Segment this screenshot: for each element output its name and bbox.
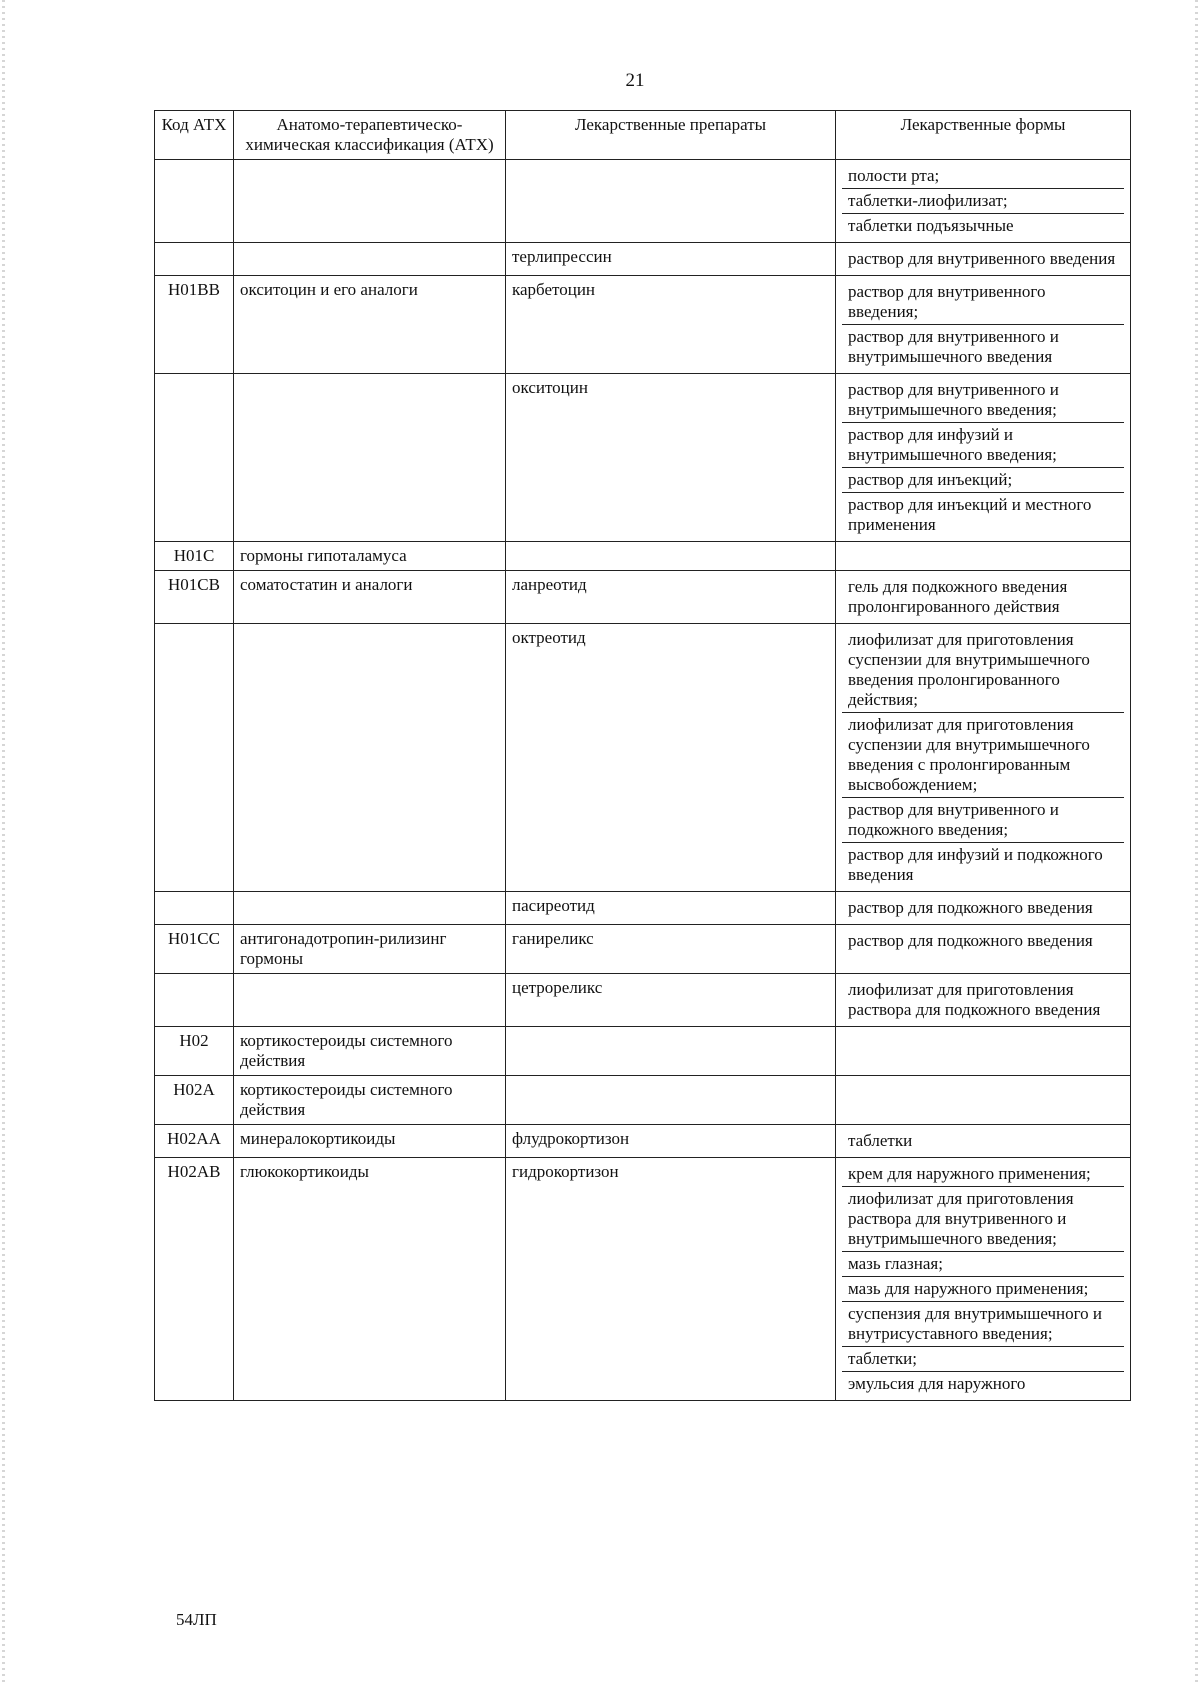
dosage-form-item: раствор для подкожного введения <box>848 931 1093 950</box>
atx-code-cell: H01CB <box>155 571 234 624</box>
classification-cell: антигонадотропин-рилизинг гормоны <box>234 925 506 974</box>
forms-cell <box>836 374 1131 542</box>
drug-cell: окситоцин <box>506 374 836 542</box>
classification-cell: глюкокортикоиды <box>234 1158 506 1401</box>
drug-cell: пасиреотид <box>506 892 836 925</box>
dosage-form-item: таблетки подъязычные <box>848 216 1014 235</box>
dosage-form-item: раствор для внутривенного введения <box>848 249 1116 268</box>
table-row <box>155 1027 1131 1076</box>
dosage-form-item: гель для подкожного введения пролонгированного действия <box>848 577 1068 616</box>
table-row <box>155 243 1131 276</box>
forms-cell <box>836 892 1131 925</box>
dosage-form-item: полости рта; <box>842 164 1124 189</box>
atx-code-cell: H02AA <box>155 1125 234 1158</box>
footer-code: 54ЛП <box>176 1610 217 1629</box>
dosage-form-item: раствор для инфузий и внутримышечного введения; <box>842 423 1124 468</box>
header-forms: Лекарственные формы <box>836 111 1131 160</box>
table-row <box>155 974 1131 1027</box>
drug-cell: октреотид <box>506 624 836 892</box>
dosage-form-item: раствор для внутривенного и подкожного введения; <box>842 798 1124 843</box>
drug-cell: карбетоцин <box>506 276 836 374</box>
scan-edge-left <box>2 0 5 1686</box>
classification-cell <box>234 160 506 243</box>
drug-cell: флудрокортизон <box>506 1125 836 1158</box>
dosage-form-item: лиофилизат для приготовления суспензии для внутримышечного введения с пролонгированным высвобождением; <box>842 713 1124 798</box>
dosage-form-item: эмульсия для наружного <box>848 1374 1026 1393</box>
classification-cell: гормоны гипоталамуса <box>234 542 506 571</box>
forms-cell <box>836 571 1131 624</box>
dosage-form-item: лиофилизат для приготовления раствора для подкожного введения <box>848 980 1101 1019</box>
classification-cell <box>234 243 506 276</box>
table-row <box>155 1158 1131 1401</box>
classification-cell: кортикостероиды системного действия <box>234 1027 506 1076</box>
table-row <box>155 892 1131 925</box>
drug-cell: гидрокортизон <box>506 1158 836 1401</box>
atx-code-cell: H02AB <box>155 1158 234 1401</box>
dosage-form-item: раствор для инфузий и подкожного введения <box>848 845 1103 884</box>
table-row <box>155 374 1131 542</box>
dosage-form-item: раствор для внутривенного и внутримышечного введения <box>848 327 1059 366</box>
table-row <box>155 1125 1131 1158</box>
table-row <box>155 1076 1131 1125</box>
forms-cell <box>836 1076 1131 1125</box>
forms-cell <box>836 624 1131 892</box>
drug-cell <box>506 160 836 243</box>
forms-cell <box>836 160 1131 243</box>
drug-cell: ланреотид <box>506 571 836 624</box>
drug-cell: цетрореликс <box>506 974 836 1027</box>
table-body <box>155 160 1131 1401</box>
atx-code-cell: H01CC <box>155 925 234 974</box>
table-header-row <box>155 111 1131 160</box>
forms-cell <box>836 974 1131 1027</box>
header-code: Код АТХ <box>155 111 234 160</box>
atx-code-cell <box>155 974 234 1027</box>
atx-code-cell <box>155 892 234 925</box>
dosage-form-item: суспензия для внутримышечного и внутрисуставного введения; <box>842 1302 1124 1347</box>
atx-code-cell <box>155 160 234 243</box>
dosage-form-item: лиофилизат для приготовления суспензии для внутримышечного введения пролонгированного действия; <box>842 628 1124 713</box>
table-row <box>155 160 1131 243</box>
atx-code-cell: H02A <box>155 1076 234 1125</box>
dosage-form-item: раствор для внутривенного и внутримышечного введения; <box>842 378 1124 423</box>
atx-table <box>154 110 1131 1401</box>
forms-cell <box>836 925 1131 974</box>
drug-cell <box>506 1076 836 1125</box>
atx-code-cell: H02 <box>155 1027 234 1076</box>
atx-code-cell: H01C <box>155 542 234 571</box>
table-row <box>155 925 1131 974</box>
dosage-form-item: мазь глазная; <box>842 1252 1124 1277</box>
atx-code-cell <box>155 624 234 892</box>
classification-cell: окситоцин и его аналоги <box>234 276 506 374</box>
drug-cell: терлипрессин <box>506 243 836 276</box>
dosage-form-item: раствор для подкожного введения <box>848 898 1093 917</box>
atx-code-cell <box>155 374 234 542</box>
classification-cell: минералокортикоиды <box>234 1125 506 1158</box>
page-number: 21 <box>625 70 645 91</box>
dosage-form-item: раствор для внутривенного введения; <box>842 280 1124 325</box>
forms-cell <box>836 542 1131 571</box>
drug-cell <box>506 542 836 571</box>
scan-edge-right <box>1195 0 1198 1686</box>
classification-cell: кортикостероиды системного действия <box>234 1076 506 1125</box>
table-row <box>155 542 1131 571</box>
forms-cell <box>836 276 1131 374</box>
classification-cell <box>234 974 506 1027</box>
classification-cell <box>234 624 506 892</box>
dosage-form-item: крем для наружного применения; <box>842 1162 1124 1187</box>
forms-cell <box>836 1027 1131 1076</box>
forms-cell <box>836 243 1131 276</box>
atx-code-cell <box>155 243 234 276</box>
dosage-form-item: раствор для инъекций и местного применения <box>848 495 1092 534</box>
drug-cell <box>506 1027 836 1076</box>
header-drugs: Лекарственные препараты <box>506 111 836 160</box>
dosage-form-item: таблетки <box>848 1131 913 1150</box>
classification-cell: соматостатин и аналоги <box>234 571 506 624</box>
table-row <box>155 276 1131 374</box>
dosage-form-item: таблетки; <box>842 1347 1124 1372</box>
forms-cell <box>836 1125 1131 1158</box>
header-classification: Анатомо-терапевтическо-химическая классификация (АТХ) <box>234 111 506 160</box>
classification-cell <box>234 892 506 925</box>
dosage-form-item: таблетки-лиофилизат; <box>842 189 1124 214</box>
dosage-form-item: мазь для наружного применения; <box>842 1277 1124 1302</box>
forms-cell <box>836 1158 1131 1401</box>
atx-code-cell: H01BB <box>155 276 234 374</box>
table-row <box>155 571 1131 624</box>
dosage-form-item: лиофилизат для приготовления раствора для внутривенного и внутримышечного введения; <box>842 1187 1124 1252</box>
table-row <box>155 624 1131 892</box>
drug-cell: ганиреликс <box>506 925 836 974</box>
dosage-form-item: раствор для инъекций; <box>842 468 1124 493</box>
classification-cell <box>234 374 506 542</box>
